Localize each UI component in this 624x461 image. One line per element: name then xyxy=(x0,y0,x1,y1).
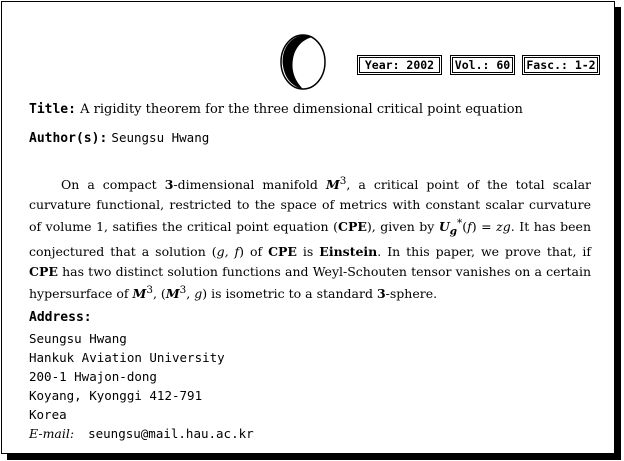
journal-logo xyxy=(279,33,327,91)
title-line xyxy=(29,102,523,117)
address-block xyxy=(29,329,254,443)
address-line: Hankuk Aviation University xyxy=(29,350,225,365)
author-line xyxy=(29,130,209,146)
email-address[interactable]: seungsu@mail.hau.ac.kr xyxy=(88,426,254,441)
address-heading: Address: xyxy=(29,310,92,325)
email-label: E-mail: xyxy=(29,426,75,441)
paper-title: A rigidity theorem for the three dimensional critical point equation xyxy=(80,102,523,117)
abstract xyxy=(29,172,591,304)
address-line: 200-1 Hwajon-dong xyxy=(29,369,157,384)
address-line: Koyang, Kyonggi 412-791 xyxy=(29,388,203,403)
author-name: Seungsu Hwang xyxy=(111,130,210,145)
page-frame xyxy=(1,1,615,454)
fascicle-box: Fasc.: 1-2 xyxy=(522,55,600,75)
title-label: Title: xyxy=(29,102,76,117)
author-label: Author(s): xyxy=(29,131,108,146)
address-line: Korea xyxy=(29,407,67,422)
address-line: Seungsu Hwang xyxy=(29,331,127,346)
abstract-paragraph: On a compact 3-dimensional manifold $M^3$, a critical point of the total scalar curvature functional, restricted to the space of metrics with constant scalar curvature of volume 1, satifies the critical point equation (CPE), given by $U_g^*(f)$ = zg. It has been conjectured that a solution (g, f) of CPE is Einstein. In this paper, we prove that, if CPE has two distinct solution functions and Weyl-Schouten tensor vanishes on a certain hypersurface of $M^3$, ($M^3$, g) is isometric to a standard 3-sphere. xyxy=(29,175,592,302)
year-box: Year: 2002 xyxy=(357,55,442,75)
volume-box: Vol.: 60 xyxy=(450,55,515,75)
email-line xyxy=(29,424,254,443)
